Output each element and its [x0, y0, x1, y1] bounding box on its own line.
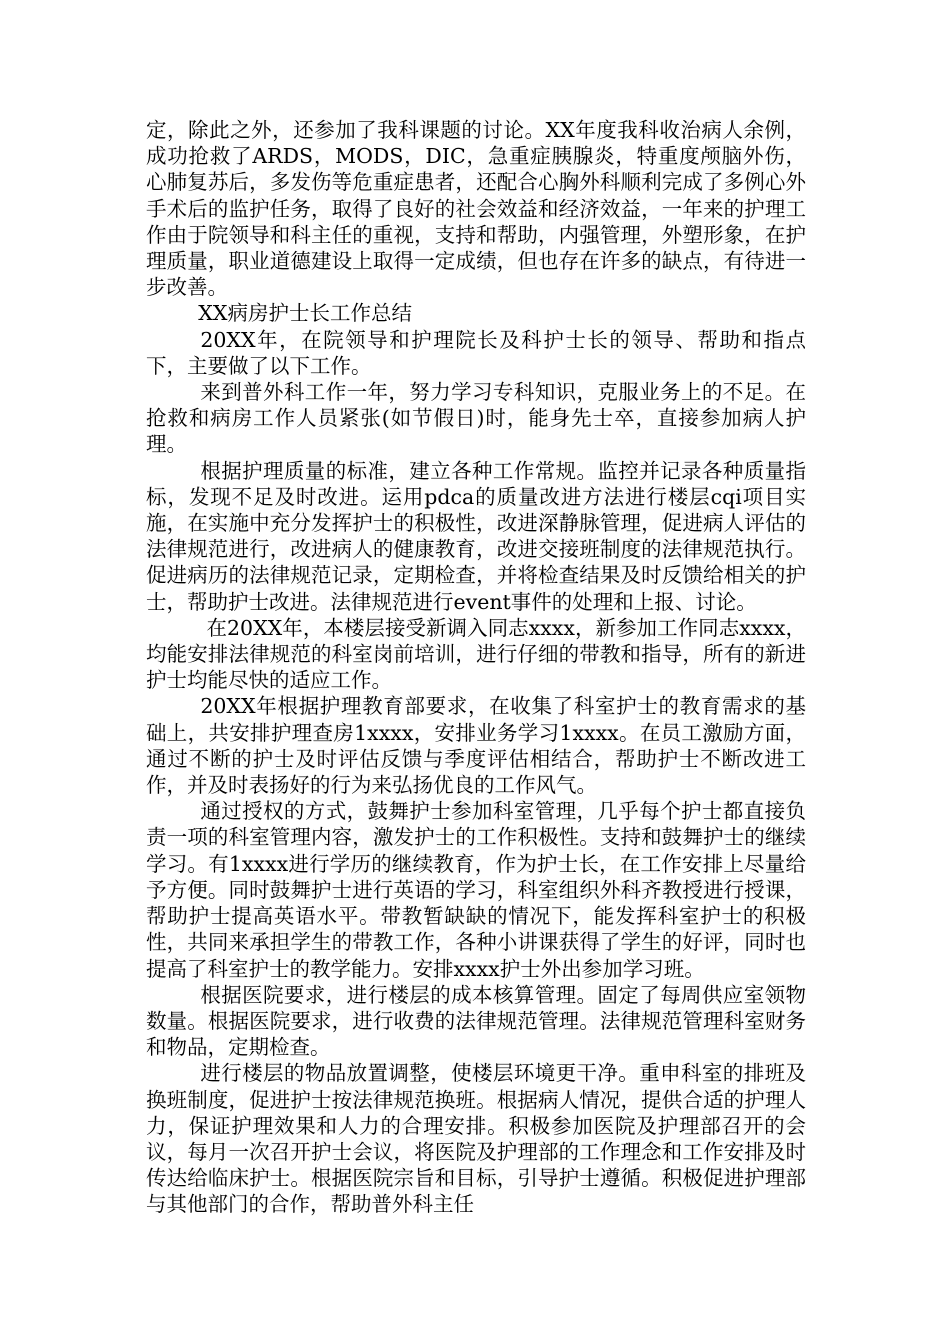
paragraph-continued-intro: 定，除此之外，还参加了我科课题的讨论。XX年度我科收治病人余例，成功抢救了ARDS，MODS，DIC，急重症胰腺炎，特重度颅脑外伤，心肺复苏后，多发伤等危重症患者，还配合心胸外科顺利完成了多例心外手术后的监护任务，取得了良好的社会效益和经济效益，一年来的护理工作由于院领导和科主任的重视，支持和帮助，内强管理，外塑形象，在护理质量，职业道德建设上取得一定成绩，但也存在许多的缺点，有待进一步改善。	[146, 118, 806, 300]
paragraph-general-surgery: 来到普外科工作一年，努力学习专科知识，克服业务上的不足。在抢救和病房工作人员紧张(如节假日)时，能身先士卒，直接参加病人护理。	[146, 380, 806, 457]
paragraph-overview: 20XX年，在院领导和护理院长及科护士长的领导、帮助和指点下，主要做了以下工作。	[146, 327, 806, 378]
paragraph-new-staff: 在20XX年，本楼层接受新调入同志xxxx，新参加工作同志xxxx，均能安排法律规范的科室岗前培训，进行仔细的带教和指导，所有的新进护士均能尽快的适应工作。	[146, 615, 806, 693]
paragraph-authorization: 通过授权的方式，鼓舞护士参加科室管理，几乎每个护士都直接负责一项的科室管理内容，激发护士的工作积极性。支持和鼓舞护士的继续学习。有1xxxx进行学历的继续教育，作为护士长，在工作安排上尽量给予方便。同时鼓舞护士进行英语的学习，科室组织外科齐教授进行授课，帮助护士提高英语水平。带教暂缺缺的情况下，能发挥科室护士的积极性，共同来承担学生的带教工作，各种小讲课获得了学生的好评，同时也提高了科室护士的教学能力。安排xxxx护士外出参加学习班。	[146, 799, 806, 981]
paragraph-floor-management: 进行楼层的物品放置调整，使楼层环境更干净。重申科室的排班及换班制度，促进护士按法律规范换班。根据病人情况，提供合适的护理人力，保证护理效果和人力的合理安排。积极参加医院及护理部召开的会议，每月一次召开护士会议，将医院及护理部的工作理念和工作安排及时传达给临床护士。根据医院宗旨和目标，引导护士遵循。积极促进护理部与其他部门的合作，帮助普外科主任	[146, 1061, 806, 1217]
paragraph-cost-accounting: 根据医院要求，进行楼层的成本核算管理。固定了每周供应室领物数量。根据医院要求，进行收费的法律规范管理。法律规范管理科室财务和物品，定期检查。	[146, 982, 806, 1060]
section-title: XX病房护士长工作总结	[198, 301, 412, 326]
paragraph-quality-standards: 根据护理质量的标准，建立各种工作常规。监控并记录各种质量指标，发现不足及时改进。运用pdca的质量改进方法进行楼层cqi项目实施，在实施中充分发挥护士的积极性，改进深静脉管理，促进病人评估的法律规范进行，改进病人的健康教育，改进交接班制度的法律规范执行。促进病历的法律规范记录，定期检查，并将检查结果及时反馈给相关的护士，帮助护士改进。法律规范进行event事件的处理和上报、讨论。	[146, 458, 806, 614]
document-body	[146, 117, 806, 1218]
paragraph-education: 20XX年根据护理教育部要求，在收集了科室护士的教育需求的基础上，共安排护理查房1xxxx，安排业务学习1xxxx。在员工激励方面，通过不断的护士及时评估反馈与季度评估相结合，帮助护士不断改进工作，并及时表扬好的行为来弘扬优良的工作风气。	[146, 694, 806, 798]
